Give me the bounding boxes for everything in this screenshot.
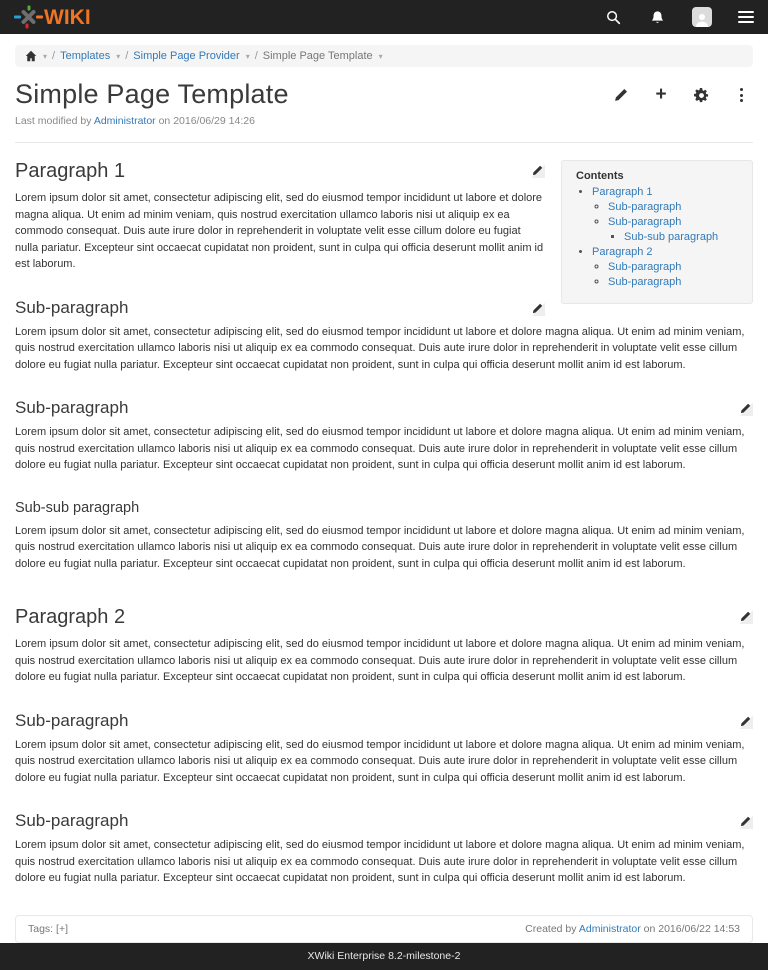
logo-wordmark: WIKI xyxy=(44,6,91,29)
top-navbar xyxy=(0,0,768,34)
version-text: XWiki Enterprise 8.2-milestone-2 xyxy=(307,949,461,962)
toc-link[interactable]: Paragraph 1 xyxy=(592,186,653,198)
section-edit-pencil-icon[interactable] xyxy=(530,301,545,316)
breadcrumb-item-current: Simple Page Template xyxy=(262,50,373,62)
more-menu-icon[interactable] xyxy=(733,87,749,103)
section-heading: Paragraph 1 xyxy=(15,160,753,183)
section-heading: Sub-paragraph xyxy=(15,398,753,418)
section-heading: Paragraph 2 xyxy=(15,606,753,629)
breadcrumb-caret-icon[interactable]: ▾ xyxy=(245,51,250,61)
document-content xyxy=(15,160,753,891)
navbar-actions xyxy=(604,7,754,27)
create-plus-icon[interactable]: + xyxy=(655,84,667,105)
section-body-text: Lorem ipsum dolor sit amet, consectetur adipiscing elit, sed do eiusmod tempor incididunt ut labore et dolore magna aliqua. Ut enim ad minim veniam, quis nostrud exercitation ullamco laboris nisi ut aliquip ex ea commodo consequat. Duis aute irure dolor in reprehenderit in voluptate velit esse cillum dolore eu fugiat nulla pariatur. Excepteur sint occaecat cupidatat non proident, sunt in culpa qui officia deserunt mollit anim id est laborum. xyxy=(15,426,745,471)
breadcrumb-caret-icon[interactable]: ▾ xyxy=(43,51,48,61)
section-body-text: Lorem ipsum dolor sit amet, consectetur adipiscing elit, sed do eiusmod tempor incididunt ut labore et dolore magna aliqua. Ut enim ad minim veniam, quis nostrud exercitation ullamco laboris nisi ut aliquip ex ea commodo consequat. Duis aute irure dolor in reprehenderit in voluptate velit esse cillum dolore eu fugiat nulla pariatur. Excepteur sint occaecat cupidatat non proident, sunt in culpa qui officia deserunt mollit anim id est laborum. xyxy=(15,839,745,884)
toc-item xyxy=(592,186,742,243)
page-toolbar xyxy=(613,79,753,103)
breadcrumb-item-simple-page-provider[interactable]: Simple Page Provider xyxy=(133,50,240,62)
search-icon[interactable] xyxy=(604,8,622,26)
version-bar xyxy=(0,943,768,970)
header-divider xyxy=(15,142,753,143)
tags-label: Tags: xyxy=(28,922,54,935)
administer-gear-icon[interactable] xyxy=(693,87,709,103)
section-heading: Sub-paragraph xyxy=(15,298,753,318)
user-avatar[interactable] xyxy=(692,7,712,27)
toc-item xyxy=(608,216,742,243)
section-edit-pencil-icon[interactable] xyxy=(738,609,753,624)
toc-title: Contents xyxy=(576,170,624,182)
toc-item xyxy=(608,261,742,273)
toc-item xyxy=(624,231,742,243)
section-edit-pencil-icon[interactable] xyxy=(530,163,545,178)
toc-link[interactable]: Sub-paragraph xyxy=(608,216,682,228)
table-of-contents xyxy=(561,160,753,304)
xwiki-logo-icon xyxy=(14,5,100,29)
drawer-menu-icon[interactable] xyxy=(738,11,754,23)
last-modified-line: Last modified by Administrator on 2016/06/29 14:26 xyxy=(15,115,255,127)
toc-item xyxy=(592,246,742,288)
section-heading: Sub-sub paragraph xyxy=(15,499,140,516)
section-edit-pencil-icon[interactable] xyxy=(738,401,753,416)
notifications-bell-icon[interactable] xyxy=(648,8,666,26)
toc-link[interactable]: Paragraph 2 xyxy=(592,246,653,258)
document-footer xyxy=(15,915,753,943)
breadcrumb-caret-icon[interactable]: ▾ xyxy=(378,51,383,61)
section-heading: Sub-paragraph xyxy=(15,811,753,831)
section-body-text: Lorem ipsum dolor sit amet, consectetur adipiscing elit, sed do eiusmod tempor incididunt ut labore et dolore magna aliqua. Ut enim ad minim veniam, quis nostrud exercitation ullamco laboris nisi ut aliquip ex ea commodo consequat. Duis aute irure dolor in reprehenderit in voluptate velit esse cillum dolore eu fugiat nulla pariatur. Excepteur sint occaecat cupidatat non proident, sunt in culpa qui officia deserunt mollit anim id est laborum. xyxy=(15,524,745,570)
section-body-text: Lorem ipsum dolor sit amet, consectetur adipiscing elit, sed do eiusmod tempor incididunt ut labore et dolore magna aliqua. Ut enim ad minim veniam, quis nostrud exercitation ullamco laboris nisi ut aliquip ex ea commodo consequat. Duis aute irure dolor in reprehenderit in voluptate velit esse cillum dolore eu fugiat nulla pariatur. Excepteur sint occaecat cupidatat non proident, sunt in culpa qui officia deserunt mollit anim id est laborum. xyxy=(15,325,745,371)
add-tag-button[interactable]: [+] xyxy=(56,922,68,935)
creator-link[interactable]: Administrator xyxy=(578,922,641,935)
toc-item xyxy=(608,201,742,213)
section-body-text: Lorem ipsum dolor sit amet, consectetur adipiscing elit, sed do eiusmod tempor incididunt ut labore et dolore magna aliqua. Ut enim ad minim veniam, quis nostrud exercitation ullamco laboris nisi ut aliquip ex ea commodo consequat. Duis aute irure dolor in reprehenderit in voluptate velit esse cillum dolore eu fugiat nulla pariatur. Excepteur sint occaecat cupidatat non proident, sunt in culpa qui officia deserunt mollit anim id est laborum. xyxy=(15,738,745,784)
page-title: Simple Page Template xyxy=(15,79,289,109)
toc-item xyxy=(608,276,742,288)
toc-link[interactable]: Sub-sub paragraph xyxy=(624,231,719,243)
last-modified-author-link[interactable]: Administrator xyxy=(93,115,156,127)
section-body-text: Lorem ipsum dolor sit amet, consectetur adipiscing elit, sed do eiusmod tempor incididunt ut labore et dolore magna aliqua. Ut enim ad minim veniam, quis nostrud exercitation ullamco laboris nisi ut aliquip ex ea commodo consequat. Duis aute irure dolor in reprehenderit in voluptate velit esse cillum dolore eu fugiat nulla pariatur. Excepteur sint occaecat cupidatat non proident, sunt in culpa qui officia deserunt mollit anim id est laborum. xyxy=(15,638,745,683)
section-body-text: Lorem ipsum dolor sit amet, consectetur adipiscing elit, sed do eiusmod tempor incididunt ut labore et dolore magna aliqua. Ut enim ad minim veniam, quis nostrud exercitation ullamco laboris nisi ut aliquip ex ea commodo consequat. Duis aute irure dolor in reprehenderit in voluptate velit esse cillum dolore eu fugiat nulla pariatur. Excepteur sint occaecat cupidatat non proident, sunt in culpa qui officia deserunt mollit anim id est laborum. xyxy=(15,192,544,270)
home-icon[interactable] xyxy=(25,50,37,62)
xwiki-logo[interactable] xyxy=(14,5,100,29)
section-heading: Sub-paragraph xyxy=(15,711,753,731)
breadcrumb-caret-icon[interactable]: ▾ xyxy=(116,51,121,61)
edit-pencil-icon[interactable] xyxy=(613,87,629,103)
section-edit-pencil-icon[interactable] xyxy=(738,814,753,829)
breadcrumb: ▾ / Templates ▾ / Simple Page Provider ▾ / Simple Page Template ▾ xyxy=(15,45,753,67)
section-edit-pencil-icon[interactable] xyxy=(738,714,753,729)
toc-link[interactable]: Sub-paragraph xyxy=(608,276,682,288)
toc-link[interactable]: Sub-paragraph xyxy=(608,261,682,273)
created-line: Created by Administrator on 2016/06/22 14:53 xyxy=(525,922,740,935)
breadcrumb-item-templates[interactable]: Templates xyxy=(60,50,111,62)
toc-link[interactable]: Sub-paragraph xyxy=(608,201,682,213)
